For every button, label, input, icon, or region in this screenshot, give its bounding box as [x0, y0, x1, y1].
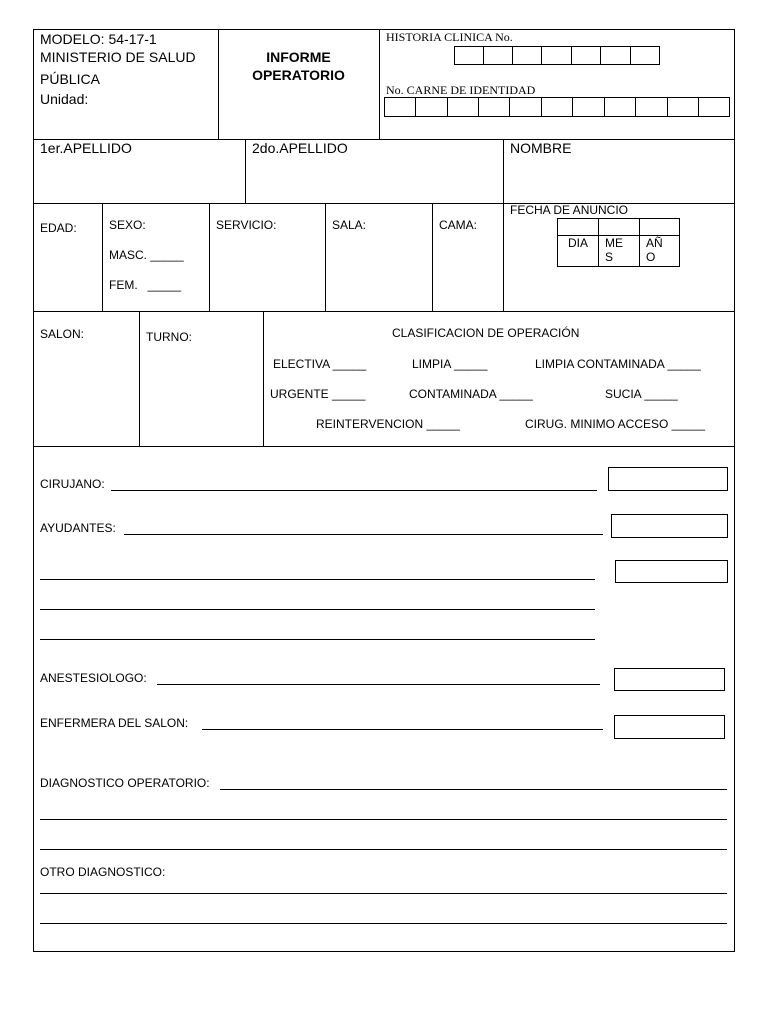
fecha-anuncio-label: FECHA DE ANUNCIO: [510, 203, 629, 217]
ci-divider: [509, 97, 510, 117]
demo-divider-1: [102, 203, 103, 311]
hc-divider: [600, 46, 601, 65]
ayudantes-box-2[interactable]: [615, 560, 728, 583]
ano-label-1: AÑ: [646, 236, 663, 250]
demo-divider-4: [432, 203, 433, 311]
hc-divider: [571, 46, 572, 65]
names-divider-2: [503, 139, 504, 203]
ayudantes-label: AYUDANTES:: [40, 521, 116, 535]
form-title-line2: OPERATORIO: [252, 67, 345, 83]
hc-divider: [630, 46, 631, 65]
diagnostico-line-1[interactable]: [220, 789, 727, 790]
ci-divider: [635, 97, 636, 117]
mes-label-1: ME: [605, 236, 623, 250]
carne-identidad-boxes[interactable]: [384, 97, 730, 117]
servicio-label: SERVICIO:: [216, 218, 277, 232]
diagnostico-line-3[interactable]: [40, 849, 727, 850]
ci-divider: [604, 97, 605, 117]
publica-label: PÚBLICA: [40, 71, 100, 87]
enfermera-line[interactable]: [202, 729, 603, 730]
demo-divider-2: [209, 203, 210, 311]
ci-divider: [541, 97, 542, 117]
nombre-label: NOMBRE: [510, 140, 572, 156]
ministerio-label: MINISTERIO DE SALUD: [40, 49, 196, 65]
demo-divider-3: [325, 203, 326, 311]
names-divider-1: [245, 139, 246, 203]
turno-label: TURNO:: [146, 330, 192, 344]
contaminada-option[interactable]: CONTAMINADA _____: [409, 387, 533, 401]
edad-label: EDAD:: [40, 221, 77, 235]
urgente-option[interactable]: URGENTE _____: [270, 387, 366, 401]
diagnostico-operatorio-label: DIAGNOSTICO OPERATORIO:: [40, 776, 210, 790]
limpia-contaminada-option[interactable]: LIMPIA CONTAMINADA _____: [535, 357, 701, 371]
salon-label: SALON:: [40, 327, 85, 341]
ayudantes-line-3[interactable]: [40, 609, 595, 610]
anestesiologo-label: ANESTESIOLOGO:: [40, 671, 147, 685]
class-divider-2: [263, 311, 264, 446]
otro-diagnostico-line-2[interactable]: [40, 923, 727, 924]
fem-field[interactable]: FEM. _____: [109, 278, 182, 292]
primer-apellido-label: 1er.APELLIDO: [40, 140, 132, 156]
ci-divider: [698, 97, 699, 117]
cirujano-box[interactable]: [608, 467, 728, 491]
header-divider-1: [218, 29, 219, 139]
cirug-minimo-acceso-option[interactable]: CIRUG. MINIMO ACCESO _____: [525, 417, 706, 431]
class-bottom-line: [33, 446, 735, 447]
ayudantes-line-2[interactable]: [40, 579, 595, 580]
cama-label: CAMA:: [439, 218, 478, 232]
unidad-label: Unidad:: [40, 91, 89, 107]
cirujano-line[interactable]: [111, 490, 597, 491]
enfermera-label: ENFERMERA DEL SALON:: [40, 716, 189, 730]
header-divider-2: [379, 29, 380, 139]
modelo-label: MODELO: 54-17-1: [40, 31, 157, 47]
historia-clinica-label: HISTORIA CLINICA No.: [386, 30, 513, 44]
enfermera-box[interactable]: [614, 715, 725, 739]
diagnostico-line-2[interactable]: [40, 819, 727, 820]
hc-divider: [512, 46, 513, 65]
ci-divider: [667, 97, 668, 117]
ci-divider: [572, 97, 573, 117]
otro-diagnostico-label: OTRO DIAGNOSTICO:: [40, 865, 166, 879]
electiva-option[interactable]: ELECTIVA _____: [273, 357, 367, 371]
ayudantes-box-1[interactable]: [611, 514, 728, 538]
demo-divider-5: [503, 203, 504, 311]
ayudantes-line-4[interactable]: [40, 639, 595, 640]
reintervencion-option[interactable]: REINTERVENCION _____: [316, 417, 460, 431]
names-bottom-line: [33, 203, 735, 204]
fecha-grid-vline: [598, 218, 599, 267]
form-title-line1: INFORME: [266, 49, 331, 65]
header-bottom-line: [33, 139, 735, 140]
ci-divider: [447, 97, 448, 117]
anestesiologo-box[interactable]: [614, 668, 725, 691]
sucia-option[interactable]: SUCIA _____: [605, 387, 678, 401]
sala-label: SALA:: [332, 218, 367, 232]
anestesiologo-line[interactable]: [157, 684, 600, 685]
ci-divider: [478, 97, 479, 117]
hc-divider: [483, 46, 484, 65]
ano-label-2: O: [646, 250, 656, 264]
carne-identidad-label: No. CARNE DE IDENTIDAD: [386, 83, 536, 97]
mes-label-2: S: [605, 250, 614, 264]
clasificacion-title: CLASIFICACION DE OPERACIÓN: [392, 326, 580, 340]
hc-divider: [541, 46, 542, 65]
dia-label: DIA: [568, 236, 589, 250]
class-divider-1: [139, 311, 140, 446]
ci-divider: [415, 97, 416, 117]
segundo-apellido-label: 2do.APELLIDO: [252, 140, 348, 156]
sexo-label: SEXO:: [109, 218, 146, 232]
fecha-grid-vline: [639, 218, 640, 267]
limpia-option[interactable]: LIMPIA _____: [412, 357, 488, 371]
cirujano-label: CIRUJANO:: [40, 477, 105, 491]
otro-diagnostico-line-1[interactable]: [40, 893, 727, 894]
ayudantes-line-1[interactable]: [124, 534, 603, 535]
masc-field[interactable]: MASC. _____: [109, 248, 184, 262]
